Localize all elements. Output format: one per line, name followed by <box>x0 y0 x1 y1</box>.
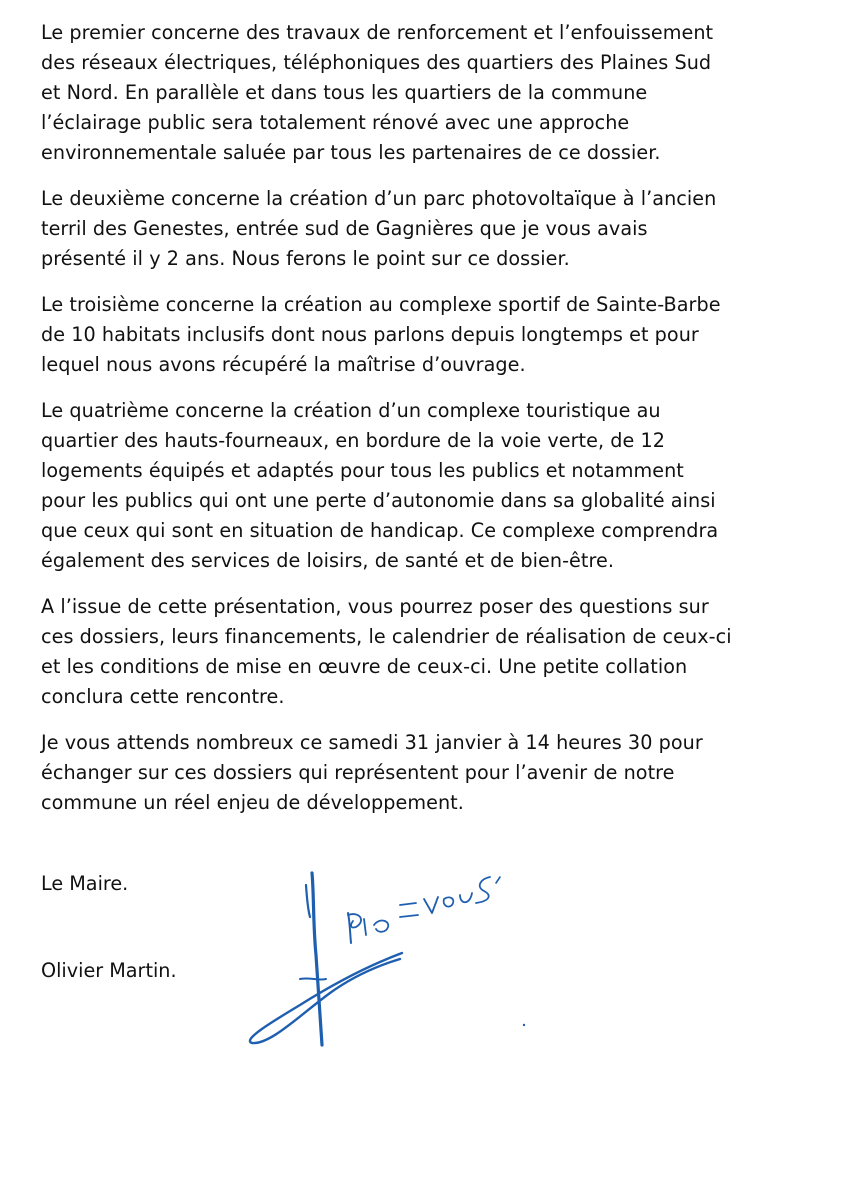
paragraph-network-works <box>41 18 821 168</box>
signature-stroke <box>400 915 418 917</box>
text-line: pour les publics qui ont une perte d’autonomie dans sa globalité ainsi <box>41 489 716 512</box>
signature-stroke <box>364 919 366 935</box>
text-line: et Nord. En parallèle et dans tous les quartiers de la commune <box>41 81 648 104</box>
signature-stroke <box>400 903 416 905</box>
text-line: échanger sur ces dossiers qui représentent pour l’avenir de notre <box>41 761 675 784</box>
signature-stroke <box>374 921 388 932</box>
signature-stroke <box>250 953 402 1043</box>
signature-stroke <box>306 885 310 917</box>
text-line: conclura cette rencontre. <box>41 685 285 708</box>
text-line: Le quatrième concerne la création d’un complexe touristique au <box>41 399 661 422</box>
text-line: l’éclairage public sera totalement rénové avec une approche <box>41 111 630 134</box>
paragraph-tourist-complex <box>41 396 821 576</box>
text-line: commune un réel enjeu de développement. <box>41 791 464 814</box>
text-line: que ceux qui sont en situation de handicap. Ce complexe comprendra <box>41 519 719 542</box>
signature-stroke <box>312 873 322 1045</box>
text-line: et les conditions de mise en œuvre de ceux-ci. Une petite collation <box>41 655 688 678</box>
text-line: A l’issue de cette présentation, vous pourrez poser des questions sur <box>41 595 709 618</box>
text-line: Le premier concerne des travaux de renforcement et l’enfouissement <box>41 21 714 44</box>
text-line: ces dossiers, leurs financements, le calendrier de réalisation de ceux-ci <box>41 625 732 648</box>
paragraph-inclusive-housing <box>41 290 821 380</box>
text-line: environnementale saluée par tous les partenaires de ce dossier. <box>41 141 661 164</box>
paragraph-invitation <box>41 728 821 818</box>
text-line: Le deuxième concerne la création d’un parc photovoltaïque à l’ancien <box>41 187 717 210</box>
closing-title: Le Maire. <box>41 872 129 895</box>
text-line: présenté il y 2 ans. Nous ferons le point sur ce dossier. <box>41 247 570 270</box>
text-line: quartier des hauts-fourneaux, en bordure de la voie verte, de 12 <box>41 429 666 452</box>
paragraph-questions <box>41 592 821 712</box>
text-line: Je vous attends nombreux ce samedi 31 janvier à 14 heures 30 pour <box>41 731 703 754</box>
text-line: des réseaux électriques, téléphoniques des quartiers des Plaines Sud <box>41 51 712 74</box>
signature-stroke <box>444 897 454 906</box>
text-line: terril des Genestes, entrée sud de Gagnières que je vous avais <box>41 217 648 240</box>
text-line: de 10 habitats inclusifs dont nous parlons depuis longtemps et pour <box>41 323 699 346</box>
text-line: Le troisième concerne la création au complexe sportif de Sainte-Barbe <box>41 293 721 316</box>
paragraph-photovoltaic-park <box>41 184 821 274</box>
text-line: logements équipés et adaptés pour tous les publics et notamment <box>41 459 684 482</box>
signature-stroke <box>460 893 472 902</box>
signer-name: Olivier Martin. <box>41 959 177 982</box>
signature-stroke <box>424 897 438 913</box>
signature-stroke <box>300 978 326 979</box>
signature-dot <box>523 1024 525 1026</box>
signature-stroke <box>348 913 351 943</box>
handwritten-signature <box>240 855 540 1055</box>
letter-body <box>41 18 821 834</box>
text-line: lequel nous avons récupéré la maîtrise d’ouvrage. <box>41 353 526 376</box>
text-line: également des services de loisirs, de santé et de bien-être. <box>41 549 614 572</box>
signature-stroke <box>476 877 490 903</box>
signature-stroke <box>496 877 500 883</box>
